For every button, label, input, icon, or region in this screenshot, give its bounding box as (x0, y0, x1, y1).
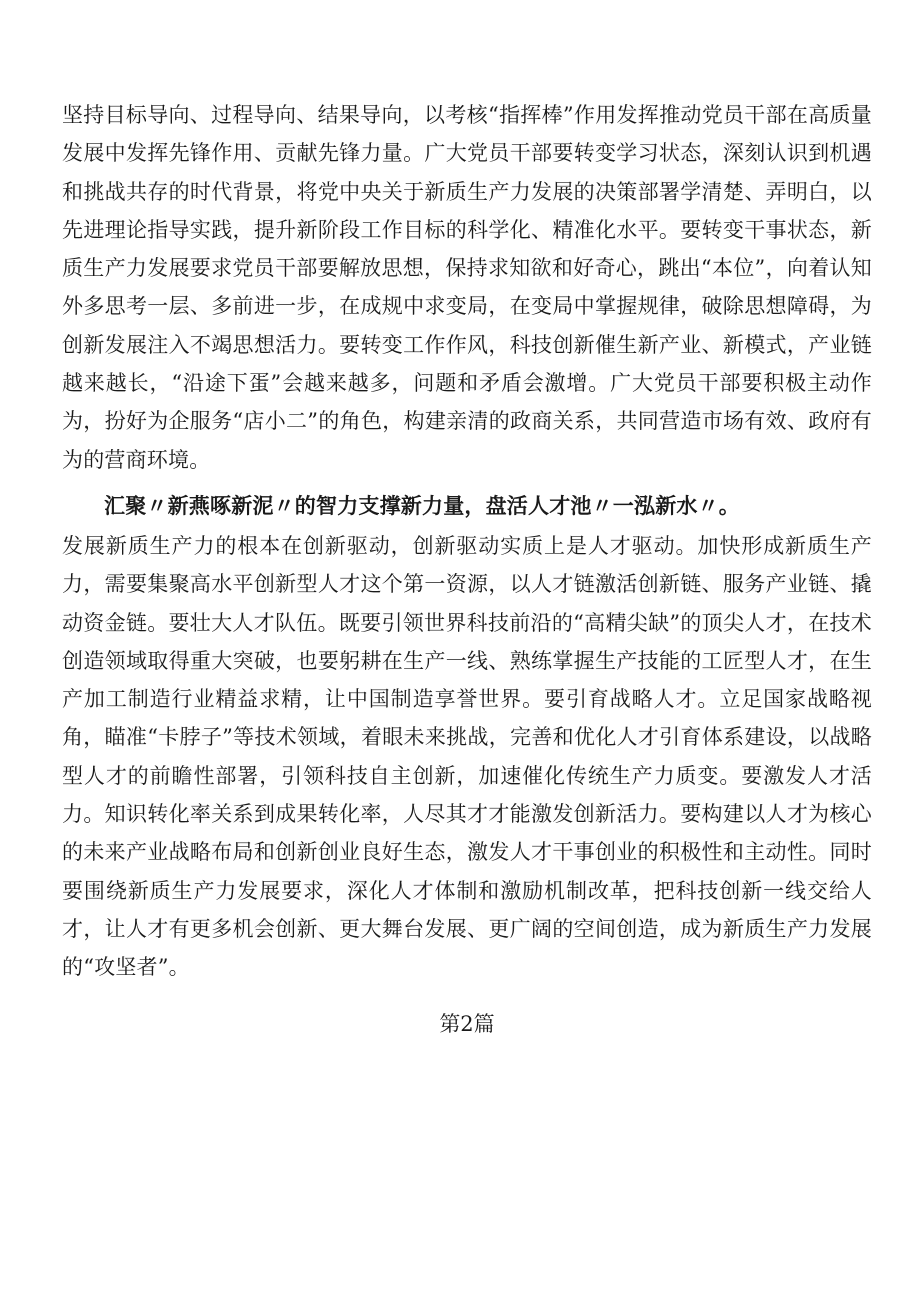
article-number-marker: 第2篇 (439, 1011, 495, 1036)
section-heading: 汇聚〃新燕啄新泥〃的智力支撑新力量，盘活人才池〃一泓新水〃。 (104, 493, 740, 518)
body-paragraph-2: 发展新质生产力的根本在创新驱动，创新驱动实质上是人才驱动。加快形成新质生产力，需要集聚高水平创新型人才这个第一资源，以人才链激活创新链、服务产业链、撬动资金链。要壮大人才队伍。既要引领世界科技前沿的“高精尖缺”的顶尖人才，在技术创造领域取得重大突破，也要躬耕在生产一线、熟练掌握生产技能的工匠型人才，在生产加工制造行业精益求精，让中国制造享誉世界。要引育战略人才。立足国家战略视角，瞄准“卡脖子”等技术领域，着眼未来挑战，完善和优化人才引育体系建设，以战略型人才的前瞻性部署，引领科技自主创新，加速催化传统生产力质变。要激发人才活力。知识转化率关系到成果转化率，人尽其才才能激发创新活力。要构建以人才为核心的未来产业战略布局和创新创业良好生态，激发人才干事创业的积极性和主动性。同时要围绕新质生产力发展要求，深化人才体制和激励机制改革，把科技创新一线交给人才，让人才有更多机会创新、更大舞台发展、更广阔的空间创造，成为新质生产力发展的“攻坚者”。 (62, 533, 872, 980)
body-paragraph-1: 坚持目标导向、过程导向、结果导向，以考核“指挥棒”作用发挥推动党员干部在高质量发展中发挥先锋作用、贡献先锋力量。广大党员干部要转变学习状态，深刻认识到机遇和挑战共存的时代背景，将党中央关于新质生产力发展的决策部署学清楚、弄明白，以先进理论指导实践，提升新阶段工作目标的科学化、精准化水平。要转变干事状态，新质生产力发展要求党员干部要解放思想，保持求知欲和好奇心，跳出“本位”，向着认知外多思考一层、多前进一步，在成规中求变局，在变局中掌握规律，破除思想障碍，为创新发展注入不竭思想活力。要转变工作作风，科技创新催生新产业、新模式，产业链越来越长，“沿途下蛋”会越来越多，问题和矛盾会激增。广大党员干部要积极主动作为，扮好为企服务“店小二”的角色，构建亲清的政商关系，共同营造市场有效、政府有为的营商环境。 (62, 103, 872, 472)
document-page (62, 96, 872, 1043)
